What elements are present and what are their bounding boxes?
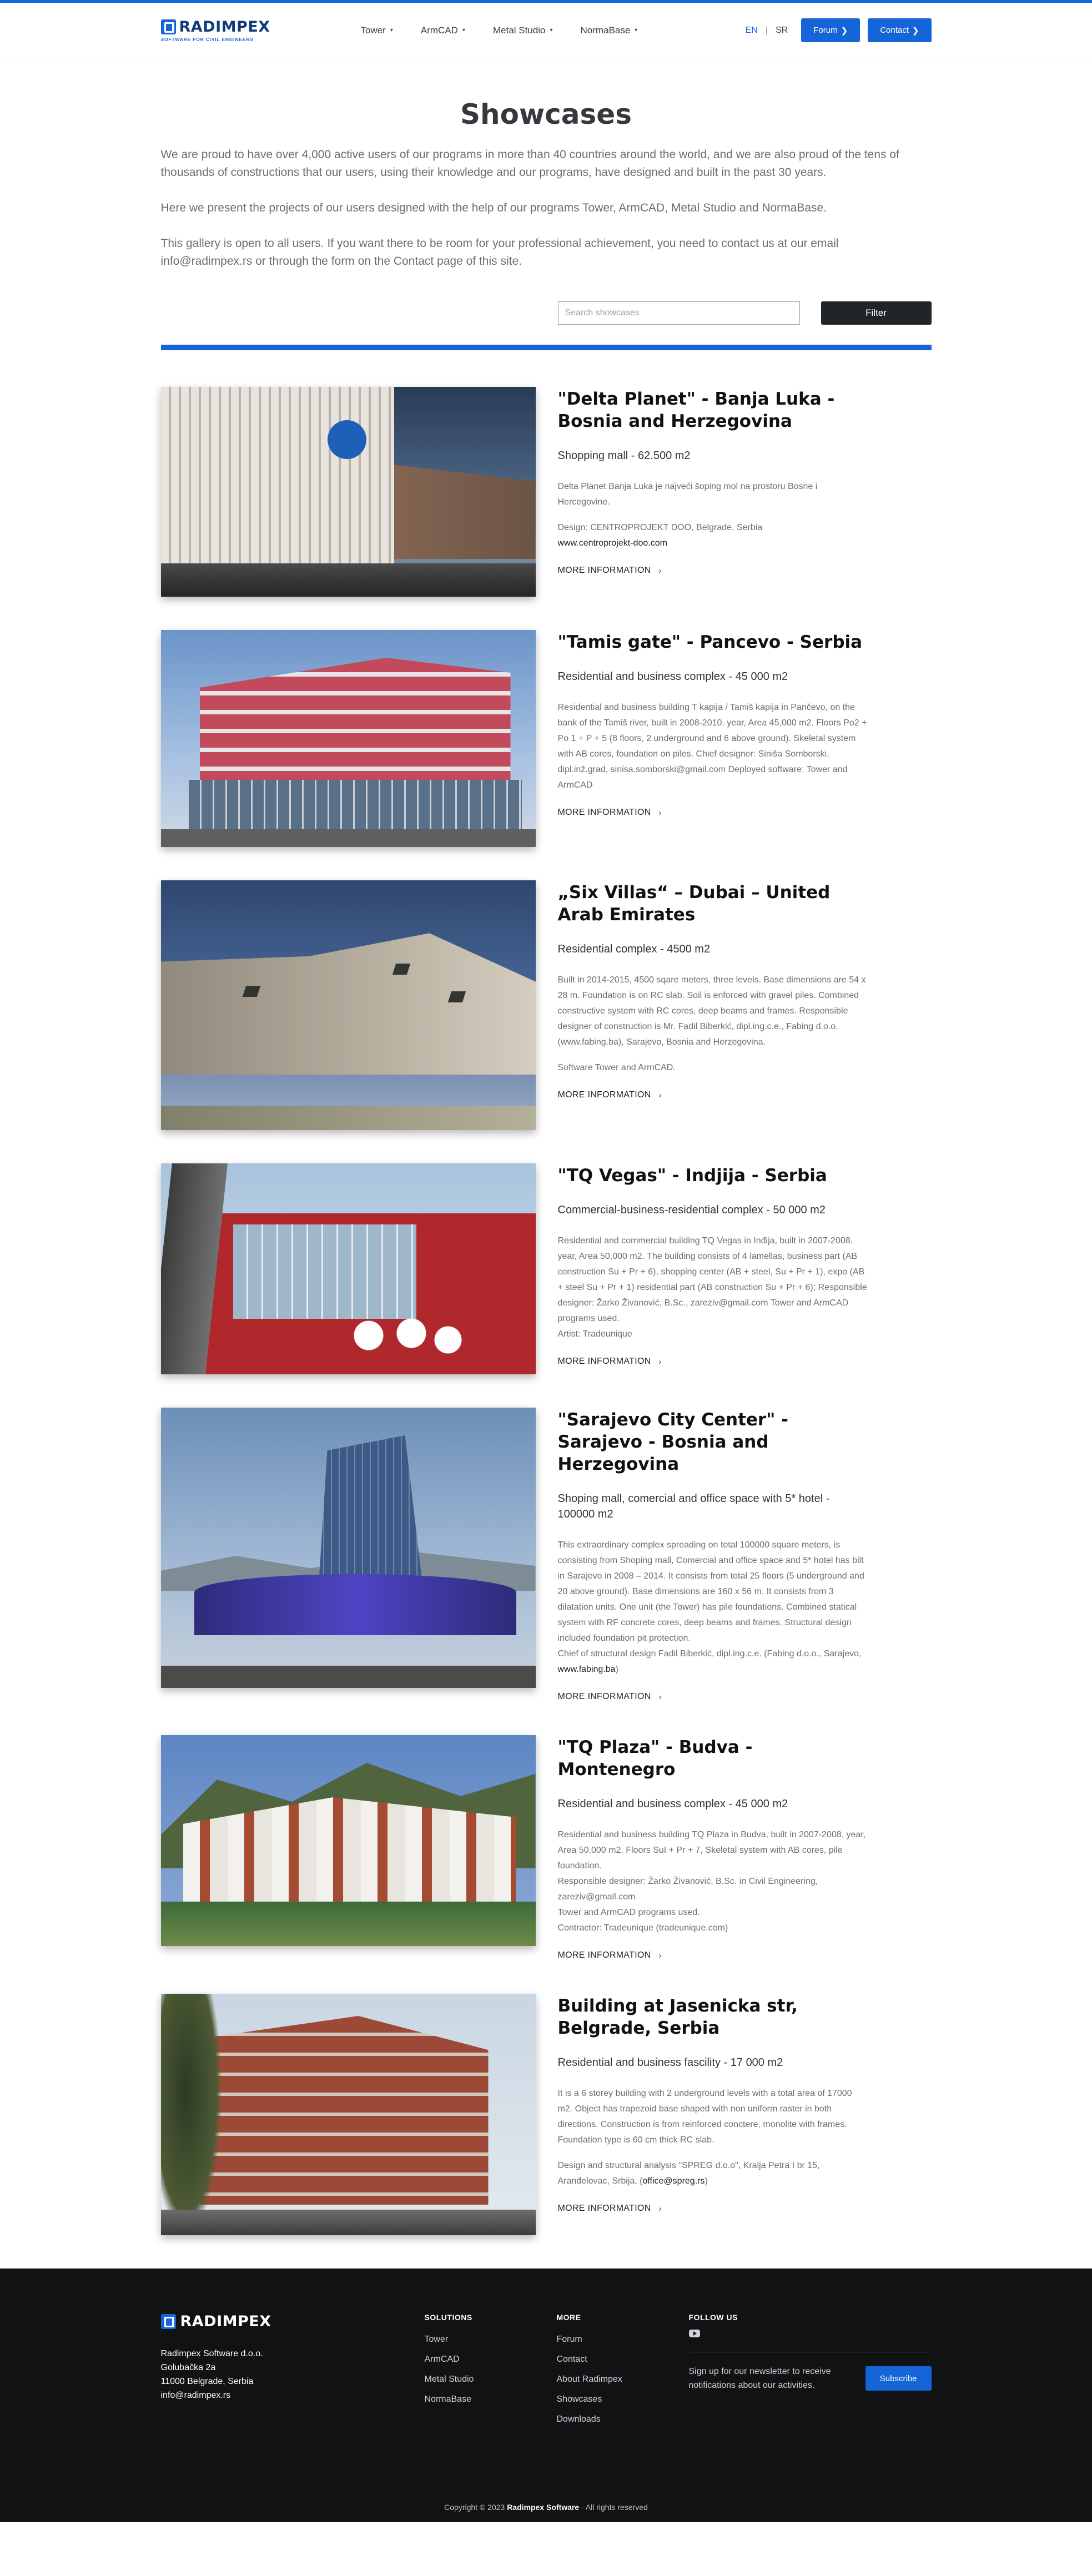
showcase-description: It is a 6 storey building with 2 underground levels with a total area of 17000 m2. Object has trapezoid base shaped with non uniform raster in both directions. Construction is from reinforced conctere, monolite with frames. Foundation type is 60 cm thick RC slab. <box>557 2089 852 2145</box>
showcase-item <box>161 387 932 597</box>
caret-down-icon: ▾ <box>390 27 393 33</box>
site-logo[interactable] <box>161 18 272 42</box>
chevron-right-icon: › <box>658 566 662 576</box>
showcase-list <box>161 350 932 2235</box>
lang-en-link[interactable]: EN <box>745 25 758 35</box>
newsletter-text: Sign up for our newsletter to receive notifications about our activities. <box>688 2367 831 2390</box>
showcase-subtitle: Commercial-business-residential complex - 50 000 m2 <box>557 1204 826 1216</box>
showcase-title[interactable]: "TQ Vegas" - Indjija - Serbia <box>557 1166 827 1186</box>
footer-link-contact[interactable]: Contact <box>556 2355 587 2364</box>
logo-icon <box>161 19 176 34</box>
nav-normabase[interactable]: NormaBase ▾ <box>580 24 638 36</box>
more-info-link[interactable]: MORE INFORMATION › <box>557 566 662 576</box>
showcase-description: Residential and commercial building TQ Vegas in Inđija, built in 2007-2008. year, Area 50,000 m2. The building consists of 4 lamellas, business part (AB construction Su + Pr + 6), shopping center (AB + steel, Su + Pr + 1), expo (AB + steel Su + Pr + 1) residential part (AB construction Su + Pr + 6); Responsible designer: Žarko Živanović, B.Sc., zareziv@gmail.com Tower and ArmCAD programs used. Artist: Tradeunique <box>557 1236 867 1339</box>
intro-paragraph: This gallery is open to all users. If you want there to be room for your professional achievement, you need to contact us at our email info@radimpex.rs or through the form on the Contact page of this site. <box>160 237 839 268</box>
showcase-description: This extraordinary complex spreading on total 100000 square meters, is consisting from Shoping mall, Comercial and office space and 5* hotel has bilt in Sarajevo in 2008 – 2014. It consists from total 25 floors (5 underground and 20 above ground). Base dimensions are 160 x 56 m. It consists from 3 dilatation units. One unit (the Tower) has pile foundations. Combined statical system with RF concrete cores, deep beams and frames. Structural design included foundation pit protection. Chief of structural design Fadil Biberkić, dipl.ing.c.e. (Fabing d.o.o., Sarajevo, www.fabing.ba) <box>557 1540 864 1674</box>
lang-separator: | <box>765 25 768 35</box>
chevron-right-icon: › <box>658 1692 662 1702</box>
footer-heading: SOLUTIONS <box>424 2313 472 2322</box>
designer-link[interactable]: www.fabing.ba <box>557 1665 616 1674</box>
chevron-right-icon: › <box>658 1090 662 1100</box>
more-info-link[interactable]: MORE INFORMATION › <box>557 1692 662 1702</box>
subscribe-button[interactable]: Subscribe <box>865 2366 932 2391</box>
showcase-title[interactable]: „Six Villas“ – Dubai – United Arab Emirates <box>557 883 831 925</box>
logo-tagline: SOFTWARE FOR CIVIL ENGINEERS <box>160 37 254 42</box>
more-info-link[interactable]: MORE INFORMATION › <box>557 808 662 818</box>
designer-link[interactable]: www.centroprojekt-doo.com <box>557 538 667 548</box>
page-title: Showcases <box>460 98 632 130</box>
showcase-subtitle: Residential and business fascility - 17 000 m2 <box>557 2056 783 2069</box>
showcase-title[interactable]: "Tamis gate" - Pancevo - Serbia <box>557 632 863 652</box>
caret-down-icon: ▾ <box>462 27 465 33</box>
chevron-right-icon: ❯ <box>912 26 919 36</box>
contact-button[interactable]: Contact ❯ <box>868 18 931 42</box>
showcase-description: Delta Planet Banja Luka je najveći šoping mol na prostoru Bosne i Hercegovine. <box>557 482 818 507</box>
more-info-link[interactable]: MORE INFORMATION › <box>557 1950 662 1960</box>
footer-more <box>557 2313 689 2429</box>
showcase-subtitle: Residential complex - 4500 m2 <box>557 943 711 955</box>
showcase-item <box>161 1408 932 1702</box>
showcase-title[interactable]: Building at Jasenicka str, Belgrade, Serbia <box>557 1996 798 2038</box>
youtube-icon[interactable] <box>689 2330 700 2337</box>
footer-logo[interactable]: RADIMPEX <box>161 2313 425 2330</box>
site-header <box>0 3 1092 58</box>
nav-tower[interactable]: Tower ▾ <box>360 24 393 36</box>
showcase-title[interactable]: "TQ Plaza" - Budva - Montenegro <box>557 1737 753 1779</box>
footer-link-metal-studio[interactable]: Metal Studio <box>424 2375 474 2384</box>
showcase-subtitle: Residential and business complex - 45 000 m2 <box>557 1798 788 1810</box>
caret-down-icon: ▾ <box>550 27 553 33</box>
designer-email-link[interactable]: office@spreg.rs <box>642 2176 705 2186</box>
more-info-link[interactable]: MORE INFORMATION › <box>557 2204 662 2214</box>
footer-company <box>161 2313 425 2429</box>
showcase-software: Software Tower and ArmCAD. <box>557 1063 676 1072</box>
showcase-subtitle: Shoping mall, comercial and office space with 5* hotel - 100000 m2 <box>557 1493 830 1520</box>
footer-follow <box>689 2313 932 2429</box>
footer-solutions <box>425 2313 557 2429</box>
chevron-right-icon: › <box>658 808 662 818</box>
header-actions <box>746 18 932 42</box>
showcase-item <box>161 1994 932 2235</box>
showcase-description: Residential and business building TQ Plaza in Budva, built in 2007-2008. year, Area 50,000 m2. Floors SuI + Pr + 7, Skeletal system with AB cores, pile foundation. Responsible designer: Žarko Živanović, B.Sc. in Civil Engineering, zareziv@gmail.com Tower and ArmCAD programs used. Contractor: Tradeunique (tradeunique.com) <box>557 1830 866 1933</box>
showcase-item <box>161 1735 932 1960</box>
copyright: Copyright © 2023 Radimpex Software - All rights reserved <box>444 2503 648 2512</box>
filter-button[interactable]: Filter <box>821 301 932 325</box>
showcase-title[interactable]: "Delta Planet" - Banja Luka - Bosnia and Herzegovina <box>557 389 835 431</box>
caret-down-icon: ▾ <box>635 27 638 33</box>
showcase-image[interactable] <box>161 1994 536 2235</box>
chevron-right-icon: › <box>658 1950 662 1960</box>
logo-text: RADIMPEX <box>179 18 270 36</box>
company-address: Radimpex Software d.o.o. Golubačka 2a 11000 Belgrade, Serbia info@radimpex.rs <box>160 2349 263 2400</box>
site-footer <box>0 2269 1092 2522</box>
more-info-link[interactable]: MORE INFORMATION › <box>557 1357 662 1367</box>
logo-icon <box>161 2314 176 2329</box>
more-info-link[interactable]: MORE INFORMATION › <box>557 1090 662 1100</box>
intro-paragraph: Here we present the projects of our users designed with the help of our programs Tower, ArmCAD, Metal Studio and NormaBase. <box>160 201 827 214</box>
search-input[interactable] <box>558 301 800 325</box>
forum-button[interactable]: Forum ❯ <box>801 18 860 42</box>
showcase-subtitle: Residential and business complex - 45 000 m2 <box>557 671 788 683</box>
footer-link-about[interactable]: About Radimpex <box>556 2375 622 2384</box>
nav-metal-studio[interactable]: Metal Studio ▾ <box>492 24 553 36</box>
newsletter <box>689 2365 932 2392</box>
showcase-image[interactable] <box>161 1163 536 1374</box>
showcase-image[interactable] <box>161 630 536 847</box>
showcase-item <box>161 880 932 1130</box>
footer-link-showcases[interactable]: Showcases <box>556 2394 602 2404</box>
search-bar <box>161 301 932 325</box>
chevron-right-icon: › <box>658 1357 662 1367</box>
showcase-credits: Design and structural analysis "SPREG d.o.o", Kralja Petra I br 15, Aranđelovac, Srbija, (office@spreg.rs) <box>557 2161 820 2186</box>
nav-armcad[interactable]: ArmCAD ▾ <box>420 24 465 36</box>
section-divider <box>161 345 932 350</box>
showcase-image[interactable] <box>161 880 536 1130</box>
intro-section <box>0 58 1092 350</box>
showcase-subtitle: Shopping mall - 62.500 m2 <box>557 450 691 462</box>
chevron-right-icon: ❯ <box>841 26 848 36</box>
showcase-description: Built in 2014-2015, 4500 sqare meters, three levels. Base dimensions are 54 x 28 m. Foundation is on RC slab. Soil is enforced with gravel piles. Combined constructive system with RC cores, deep beams and frames. Responsible designer of construction is Mr. Fadil Biberkić, dipl.ing.c.e., Fabing d.o.o. (www.fabing.ba), Sarajevo, Bosnia and Herzegovina. <box>557 975 866 1047</box>
footer-link-armcad[interactable]: ArmCAD <box>424 2355 460 2364</box>
footer-link-downloads[interactable]: Downloads <box>556 2414 601 2424</box>
footer-link-tower[interactable]: Tower <box>424 2335 449 2344</box>
footer-heading: MORE <box>556 2313 581 2322</box>
main-nav <box>361 25 638 36</box>
showcase-image[interactable] <box>161 1408 536 1688</box>
showcase-image[interactable] <box>161 387 536 597</box>
chevron-right-icon: › <box>658 2204 662 2214</box>
footer-heading: FOLLOW US <box>688 2313 738 2322</box>
showcase-item <box>161 1163 932 1374</box>
lang-sr-link[interactable]: SR <box>776 25 788 35</box>
showcase-credits: Design: CENTROPROJEKT DOO, Belgrade, Serbia www.centroprojekt-doo.com <box>557 523 763 548</box>
footer-email-link[interactable]: info@radimpex.rs <box>160 2391 231 2400</box>
showcase-item <box>161 630 932 847</box>
footer-link-normabase[interactable]: NormaBase <box>424 2394 471 2404</box>
intro-paragraph: We are proud to have over 4,000 active users of our programs in more than 40 countries around the world, and we are also proud of the tens of thousands of constructions that our users, using their knowledge and our programs, have designed and built in the past 30 years. <box>160 148 899 179</box>
footer-link-forum[interactable]: Forum <box>556 2335 582 2344</box>
showcase-title[interactable]: "Sarajevo City Center" - Sarajevo - Bosnia and Herzegovina <box>557 1410 789 1474</box>
showcase-image[interactable] <box>161 1735 536 1946</box>
showcase-description: Residential and business building T kapija / Tamiš kapija in Pančevo, on the bank of the Tamiš river, built in 2008-2010. year, Area 45,000 m2. Floors Po2 + Po 1 + P + 5 (8 floors, 2 underground and 6 above ground). Skeletal system with AB cores, foundation on piles. Chief designer: Siniša Somborski, dipl.inž.grad, sinisa.somborski@gmail.com Deployed software: Tower and ArmCAD <box>557 703 867 790</box>
